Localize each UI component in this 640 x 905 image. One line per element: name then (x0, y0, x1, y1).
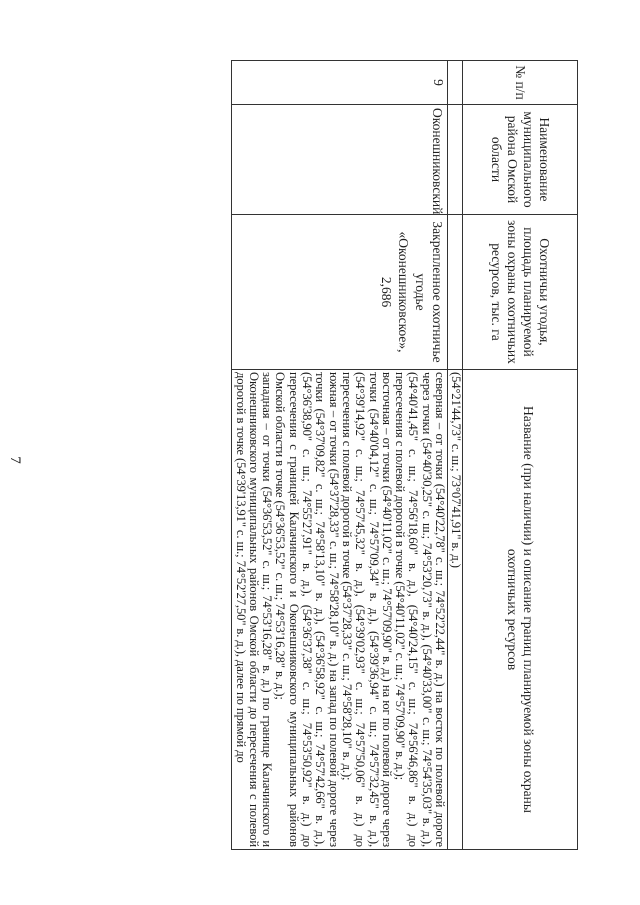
continued-number-cell (448, 61, 463, 105)
header-number: № п/п (463, 61, 578, 105)
row-description (232, 370, 448, 850)
header-area: Охотничьи угодья, площадь планируемой зоны охраны охотничьих ресурсов, тыс. га (463, 215, 578, 370)
boundary-north: северная – от точки (54°40'22,78" с. ш.; 74°52'22,44" в. д.) на восток по полевой дороге через точки (54°40'30,25" с. ш.; 74°53'20,73" в. д.), (54°40'33,00" с. ш.; 74°54'35,03" в. д.), (54°40'41,45" с. ш.; 74°56'18,60" в. д.), (54°40'24,15" с. ш.; 74°56'46,86" в. д.) до пересечения с полевой дорогой в точке (54°40'11,02" с. ш.; 74°57'09,90" в. д.); (393, 372, 447, 847)
boundary-south: южная – от точки (54°37'28,33" с. ш.; 74°58'28,10" в. д.) на запад по полевой дороге через точки (54°37'09,82" с. ш.; 74°58'13,10" в. д.), (54°36'58,92" с. ш.; 74°57'42,66" в. д.), (54°36'38,90" с. ш.; 74°55'27,91" в. д.), (54°36'37,38" с. ш.; 74°53'50,92" в. д.) до пересечения с границей Калачинского и Оконешниковского муниципальных районов Омской области в точке (54°36'53,52" с. ш.; 74°53'16,28" в. д.); (273, 372, 341, 847)
continued-row (448, 61, 463, 850)
rotated-table-container (158, 60, 578, 850)
page-number: 7 (7, 456, 23, 464)
boundary-west: западная – от точки (54°36'53,52" с. ш.; 74°53'16,28" в. д.) по границе Калачинского и Оконешниковского муниципальных районов Омской области до пересечения с полевой дорогой в точке (54°39'13,91" с. ш.; 74°52'27,50" в. д.), далее по прямой до (233, 372, 275, 847)
table-header-row (463, 61, 578, 850)
table-row (232, 61, 448, 850)
hunting-zones-table (231, 60, 578, 850)
row-area: Закрепленное охотничье угодье «Оконешниковское», 2,686 (232, 215, 448, 370)
continued-district-cell (448, 105, 463, 215)
boundary-east: восточная – от точки (54°40'11,02" с. ш.; 74°57'09,90" в. д.) на юг по полевой дороге через точки (54°40'04,12" с. ш.; 74°57'09,34" в. д.), (54°39'36,94" с. ш.; 74°57'32,45" в. д.), (54°39'14,92" с. ш.; 74°57'45,32" в. д.), (54°39'02,93" с. ш.; 74°57'50,06" в. д.) до пересечения с полевой дорогой в точке (54°37'28,33" с. ш.; 74°58'28,10" в. д.); (339, 372, 394, 847)
header-description: Название (при наличии) и описание границ планируемой зоны охраны охотничьих ресурсов (463, 370, 578, 850)
row-number: 9 (232, 61, 448, 105)
continued-area-cell (448, 215, 463, 370)
header-district: Наименование муниципального района Омской области (463, 105, 578, 215)
row-district: Оконешниковский (232, 105, 448, 215)
continued-description: (54°21'44,73" с. ш.; 73°07'41,91" в. д.) (448, 370, 463, 850)
